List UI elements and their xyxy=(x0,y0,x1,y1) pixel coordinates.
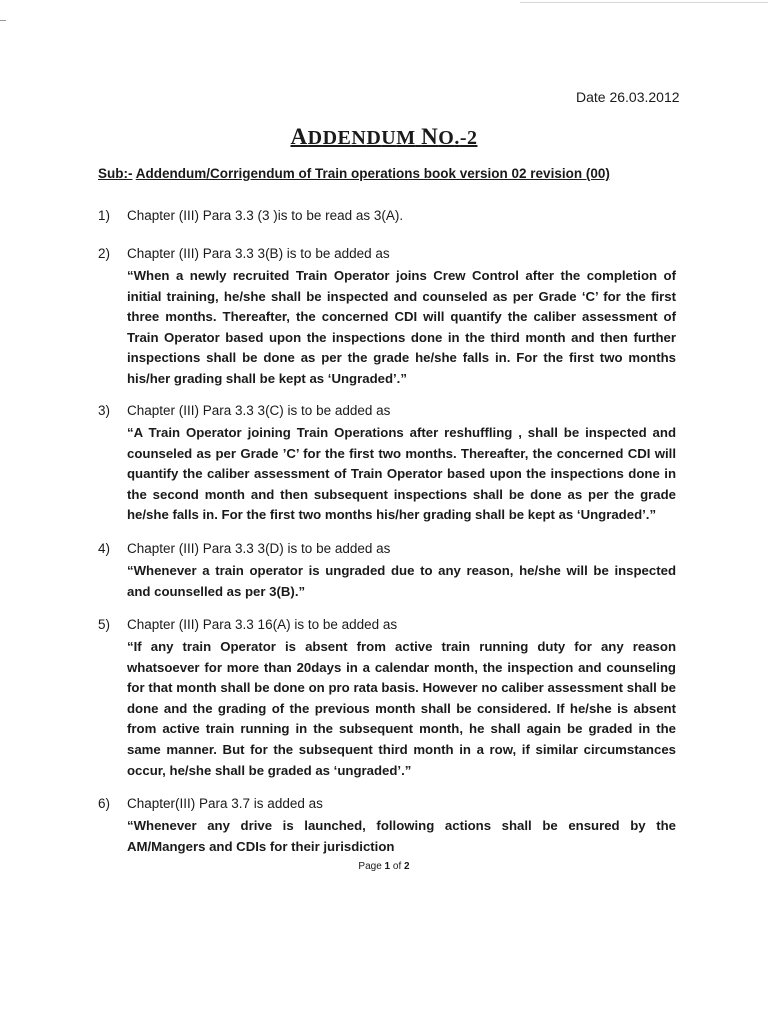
page-total: 2 xyxy=(404,861,410,872)
item-number: 4) xyxy=(98,541,111,556)
document-title xyxy=(0,124,768,150)
item-body: “Whenever a train operator is ungraded due to any reason, he/she will be inspected and counselled as per 3(B).” xyxy=(127,563,676,599)
item-heading: Chapter (III) Para 3.3 16(A) is to be added as xyxy=(127,617,398,632)
item-heading: Chapter (III) Para 3.3 3(D) is to be added as xyxy=(127,541,391,556)
page-footer xyxy=(0,861,768,872)
page-of: of xyxy=(392,861,402,872)
item-heading: Chapter(III) Para 3.7 is added as xyxy=(127,796,323,811)
item-number: 5) xyxy=(98,617,111,632)
page-label: Page xyxy=(358,861,382,872)
item-heading: Chapter (III) Para 3.3 3(B) is to be added as xyxy=(127,246,390,261)
scan-edge-line xyxy=(520,2,768,3)
document-date: Date 26.03.2012 xyxy=(576,89,680,105)
item-number: 2) xyxy=(98,246,111,261)
item-number: 6) xyxy=(98,796,111,811)
item-body: “Whenever any drive is launched, following actions shall be ensured by the AM/Mangers and CDIs for their jurisdiction xyxy=(127,818,676,854)
item-body: “A Train Operator joining Train Operations after reshuffling , shall be inspected and counseled as per Grade ’C’ for the first two months. Thereafter, the concerned CDI will quantify the caliber assessment of Train Operator based upon the inspections done in the second month and then subsequent inspections shall be done as per the grade he/she falls in. For the first two months his/her grading shall be kept as ‘Ungraded’.” xyxy=(127,425,676,523)
scan-margin-mark xyxy=(0,20,6,21)
page-number: 1 xyxy=(384,861,391,872)
item-body: “When a newly recruited Train Operator joins Crew Control after the completion of initial training, he/she shall be inspected and counseled as per Grade ‘C’ for the first three months. Thereafter, the concerned CDI will quantify the caliber assessment of Train Operator based upon the inspections done in the third month and then further inspections shall be done as per the grade he/she falls in. For the first two months his/her grading shall be kept as ‘Ungraded’.” xyxy=(127,268,676,386)
subject-label: Sub:- xyxy=(98,166,133,181)
item-number: 1) xyxy=(98,208,111,223)
item-heading: Chapter (III) Para 3.3 (3 )is to be read as 3(A). xyxy=(127,208,404,223)
item-body: “If any train Operator is absent from active train running duty for any reason whatsoever for more than 20days in a calendar month, the inspection and counseling for that month shall be done on pro rata basis. However no caliber assessment shall be done and the grading of the previous month shall be considered. If he/she is absent from active train running in the subsequent month, he shall again be graded in the same manner. But for the subsequent third month in a row, if similar circumstances occur, he/she shall be graded as ‘ungraded’.” xyxy=(127,639,676,778)
subject-line xyxy=(98,166,610,181)
title-text: ADDENDUM NO.-2 xyxy=(290,124,478,149)
subject-text: Addendum/Corrigendum of Train operations book version 02 revision (00) xyxy=(135,166,610,181)
item-heading: Chapter (III) Para 3.3 3(C) is to be added as xyxy=(127,403,391,418)
item-number: 3) xyxy=(98,403,111,418)
